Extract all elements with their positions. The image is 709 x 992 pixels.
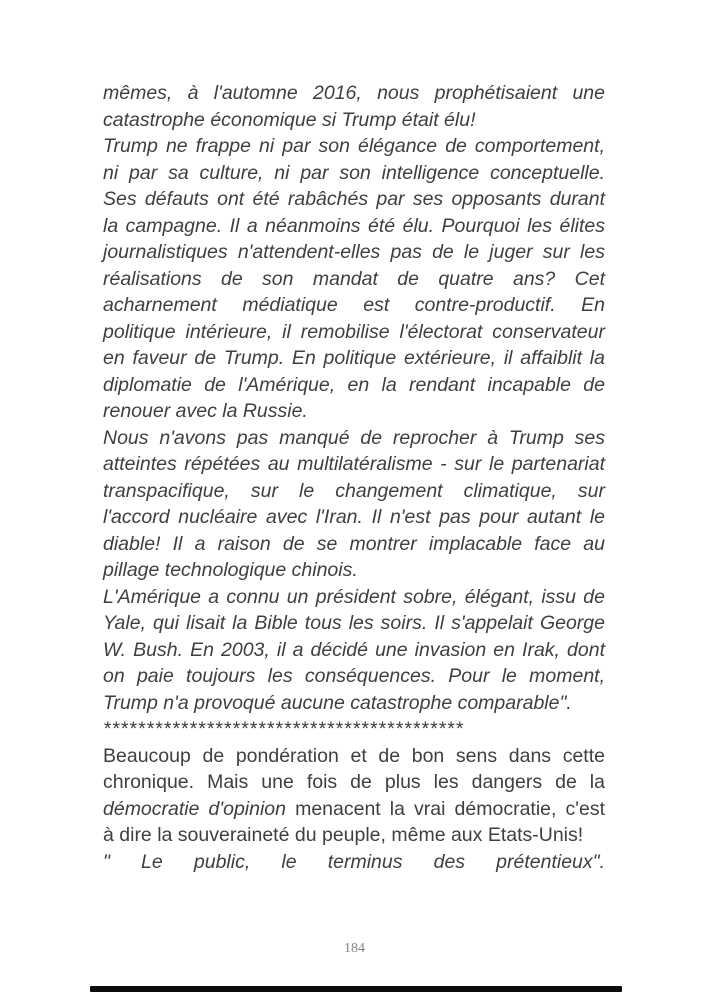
text-line (103, 80, 605, 107)
text-line (103, 186, 605, 213)
text-segment: L'Amérique a connu un président sobre, élégant, issu de (103, 585, 605, 608)
text-line (103, 849, 605, 876)
text-segment: Yale, qui lisait la Bible tous les soirs. Il s'appelait George (103, 612, 605, 634)
text-line (103, 239, 605, 266)
page-number: 184 (344, 941, 365, 956)
page-text-column (103, 80, 605, 875)
text-segment: ni par sa culture, ni par son intelligence conceptuelle. (103, 161, 605, 184)
text-line (103, 398, 605, 425)
text-segment: diplomatie de l'Amérique, en la rendant incapable de (103, 373, 605, 396)
text-segment: acharnement médiatique est contre-productif. En (103, 294, 605, 316)
text-segment: transpacifique, sur le changement climatique, sur (103, 479, 605, 502)
text-segment: W. Bush. En 2003, il a décidé une invasion en Irak, dont (103, 638, 605, 661)
text-segment: en faveur de Trump. En politique extérieure, il affaiblit la (103, 347, 605, 369)
text-line (103, 610, 605, 637)
text-segment: on paie toujours les conséquences. Pour le moment, (103, 665, 605, 687)
text-line (103, 292, 605, 319)
text-line (103, 160, 605, 187)
scan-edge-artifact-bar (90, 986, 622, 992)
text-segment: Beaucoup de pondération et de bon sens dans cette (103, 744, 605, 767)
text-segment: journalistiques n'attendent-elles pas de le juger sur les (103, 241, 605, 263)
text-segment: à dire la souveraineté du peuple, même aux Etats-Unis! (103, 824, 584, 846)
text-line (103, 213, 605, 240)
text-line (103, 663, 605, 690)
text-line (103, 637, 605, 664)
text-line (103, 107, 605, 134)
text-line (103, 822, 605, 849)
text-line (103, 584, 605, 611)
text-segment: Nous n'avons pas manqué de reprocher à Trump ses (103, 426, 605, 449)
text-line (103, 478, 605, 505)
text-line (103, 345, 605, 372)
text-segment: atteintes répétées au multilatéralisme - sur le partenariat (103, 453, 605, 475)
text-segment: réalisations de son mandat de quatre ans? Cet (103, 267, 605, 290)
text-line (103, 133, 605, 160)
separator-asterisks (103, 716, 605, 743)
text-segment: politique intérieure, il remobilise l'électorat conservateur (103, 320, 605, 343)
text-line (103, 531, 605, 558)
text-segment: Trump ne frappe ni par son élégance de comportement, (103, 135, 605, 157)
text-line (103, 690, 605, 717)
text-line (103, 504, 605, 531)
text-line (103, 769, 605, 796)
text-segment: " Le public, le terminus des prétentieux". (103, 850, 605, 873)
text-segment: la campagne. Il a néanmoins été élu. Pourquoi les élites (103, 214, 605, 237)
text-segment: renouer avec la Russie. (103, 400, 308, 422)
text-line (103, 743, 605, 770)
text-line (103, 796, 605, 823)
text-line (103, 372, 605, 399)
text-line (103, 425, 605, 452)
text-line (103, 451, 605, 478)
text-segment: mêmes, à l'automne 2016, nous prophétisaient une (103, 82, 605, 104)
text-line (103, 319, 605, 346)
text-segment: Trump n'a provoqué aucune catastrophe comparable". (103, 691, 572, 714)
text-segment: chronique. Mais une fois de plus les dangers de la (103, 771, 605, 793)
text-segment: Ses défauts ont été rabâchés par ses opposants durant (103, 188, 605, 210)
text-segment: pillage technologique chinois. (103, 559, 358, 581)
text-line (103, 266, 605, 293)
text-segment: menacent la vrai démocratie, c'est (286, 797, 605, 820)
text-segment: démocratie d'opinion (103, 797, 286, 820)
text-segment: diable! Il a raison de se montrer implacable face au (103, 532, 605, 555)
text-segment: ****************************************** (103, 718, 464, 740)
text-segment: catastrophe économique si Trump était élu! (103, 108, 476, 131)
text-line (103, 557, 605, 584)
text-segment: l'accord nucléaire avec l'Iran. Il n'est pas pour autant le (103, 506, 605, 528)
